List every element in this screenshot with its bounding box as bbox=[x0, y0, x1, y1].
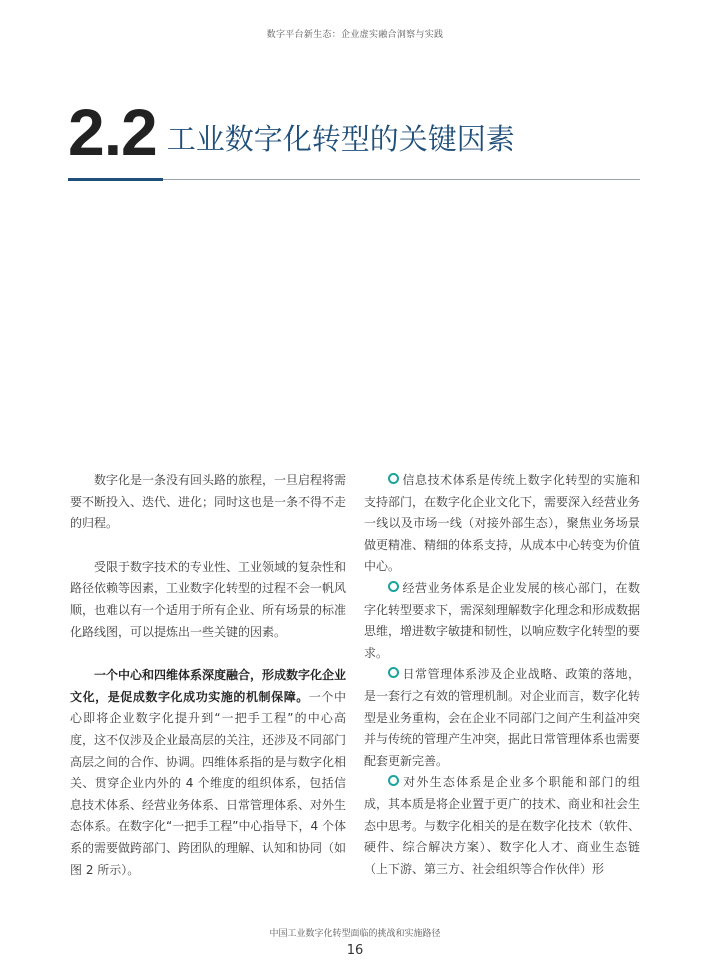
right-column bbox=[364, 470, 640, 880]
framework-paragraph bbox=[70, 665, 346, 881]
page-number: 16 bbox=[346, 943, 364, 958]
list-item bbox=[364, 772, 640, 880]
teal-ring-bullet-icon bbox=[388, 667, 399, 678]
section-title: 工业数字化转型的关键因素 bbox=[166, 122, 515, 156]
section-heading bbox=[68, 95, 515, 169]
list-item-text: 日常管理体系涉及企业战略、政策的落地，是一套行之有效的管理机制。对企业而言，数字化转型是业务重构，会在企业不同部门之间产生利益冲突并与传统的管理产生冲突，据此日常管理体系也需要配套更新完善。 bbox=[364, 667, 641, 768]
list-item bbox=[364, 470, 640, 578]
teal-ring-bullet-icon bbox=[388, 775, 399, 786]
list-item bbox=[364, 664, 640, 772]
list-item bbox=[364, 578, 640, 664]
section-number: 2.2 bbox=[68, 95, 157, 169]
list-item-text: 经营业务体系是企业发展的核心部门，在数字化转型要求下，需深刻理解数字化理念和形成数据思维，增进数字敏捷和韧性，以响应数字化转型的要求。 bbox=[364, 580, 641, 660]
paragraph-spacer bbox=[70, 643, 346, 665]
left-column bbox=[70, 470, 346, 881]
framework-body: 一个中心即将企业数字化提升到“一把手工程”的中心高度，这不仅涉及企业最高层的关注，还涉及不同部门高层之间的合作、协调。四维体系指的是与数字化相关、贯穿企业内外的 4 个维度的组织体系，包括信息技术体系、经营业务体系、日常管理体系、对外生态体系。在数字化“一把手工程”中心指导下，4 个体系的需要做跨部门、跨团队的理解、认知和协同（如图 2 所示）。 bbox=[70, 689, 347, 877]
intro-paragraph: 数字化是一条没有回头路的旅程，一旦启程将需要不断投入、迭代、进化；同时这也是一条不得不走的归程。 bbox=[70, 473, 347, 531]
heading-accent-bar bbox=[68, 178, 163, 181]
framework-lead-sentence: 一个中心和四维体系深度融合，形成数字化企业文化，是促成数字化成功实施的机制保障。 bbox=[70, 668, 347, 704]
running-header: 数字平台新生态：企业虚实融合洞察与实践 bbox=[266, 30, 444, 40]
teal-ring-bullet-icon bbox=[388, 581, 399, 592]
list-item-text: 信息技术体系是传统上数字化转型的实施和支持部门，在数字化企业文化下，需要深入经营业务一线以及市场一线（对接外部生态），聚焦业务场景做更精准、精细的体系支持，从成本中心转变为价值中心。 bbox=[364, 473, 641, 574]
paragraph-spacer bbox=[70, 535, 346, 557]
constraints-paragraph: 受限于数字技术的专业性、工业领域的复杂性和路径依赖等因素，工业数字化转型的过程不会一帆风顺，也难以有一个适用于所有企业、所有场景的标准化路线图，可以提炼出一些关键的因素。 bbox=[70, 559, 347, 639]
list-item-text: 对外生态体系是企业多个职能和部门的组成，其本质是将企业置于更广的技术、商业和社会生态中思考。与数字化相关的是在数字化技术（软件、硬件、综合解决方案）、数字化人才、商业生态链（上下游、第三方、社会组织等合作伙伴）形 bbox=[364, 775, 641, 876]
running-footer: 中国工业数字化转型面临的挑战和实施路径 bbox=[269, 929, 441, 939]
teal-ring-bullet-icon bbox=[388, 473, 399, 484]
